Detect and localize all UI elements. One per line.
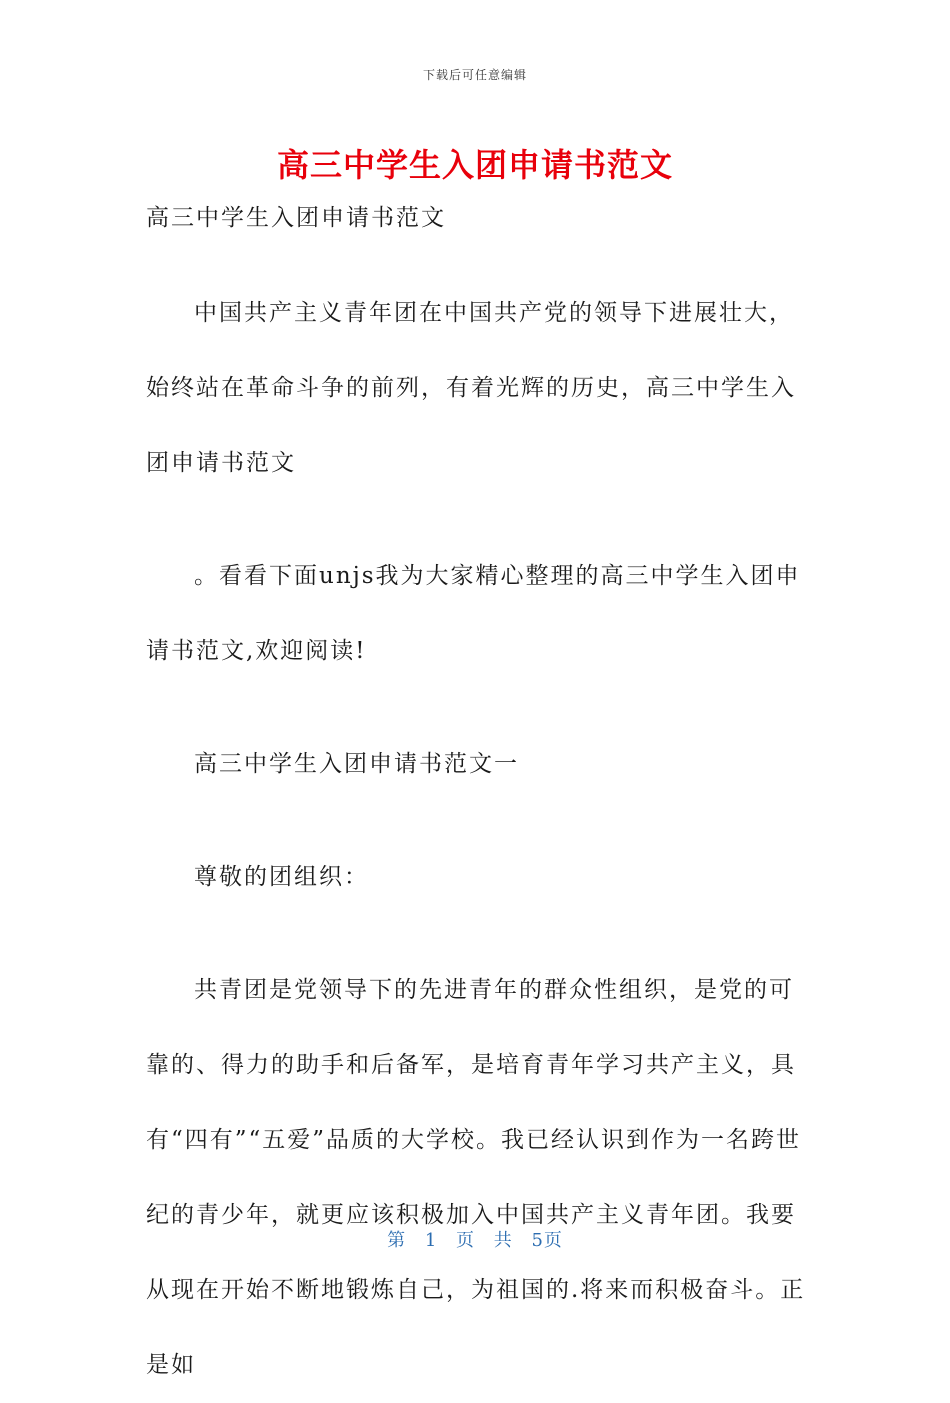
footer-word-gong: 共 [493, 1230, 513, 1251]
paragraph-salutation: 尊敬的团组织： [194, 863, 369, 890]
footer-total-pages: 5页 [531, 1230, 563, 1251]
header-note: 下载后可任意编辑 [422, 68, 527, 82]
paragraph-intro-continued: 。看看下面unjs我为大家精心整理的高三中学生入团申请书范文,欢迎阅读! [146, 562, 801, 664]
page-number-footer [0, 1226, 950, 1252]
paragraph-intro: 中国共产主义青年团在中国共产党的领导下进展壮大，始终站在革命斗争的前列，有着光辉的历史，高三中学生入团申请书范文 [146, 299, 796, 476]
document-title: 高三中学生入团申请书范文 [276, 146, 673, 184]
document-body [146, 200, 806, 1403]
paragraph-body: 共青团是党领导下的先进青年的群众性组织，是党的可靠的、得力的助手和后备军，是培育青年学习共产主义，具有“四有”“五爱”品质的大学校。我已经认识到作为一名跨世纪的青少年，就更应该积极加入中国共产主义青年团。我要从现在开始不断地锻炼自己，为祖国的.将来而积极奋斗。正是如 [146, 976, 806, 1378]
footer-word-ye: 页 [456, 1230, 475, 1251]
paragraph-section-heading: 高三中学生入团申请书范文一 [194, 750, 519, 777]
footer-word-di: 第 [387, 1230, 407, 1251]
paragraph-subtitle: 高三中学生入团申请书范文 [146, 205, 446, 231]
footer-current-page: 1 [424, 1230, 438, 1251]
